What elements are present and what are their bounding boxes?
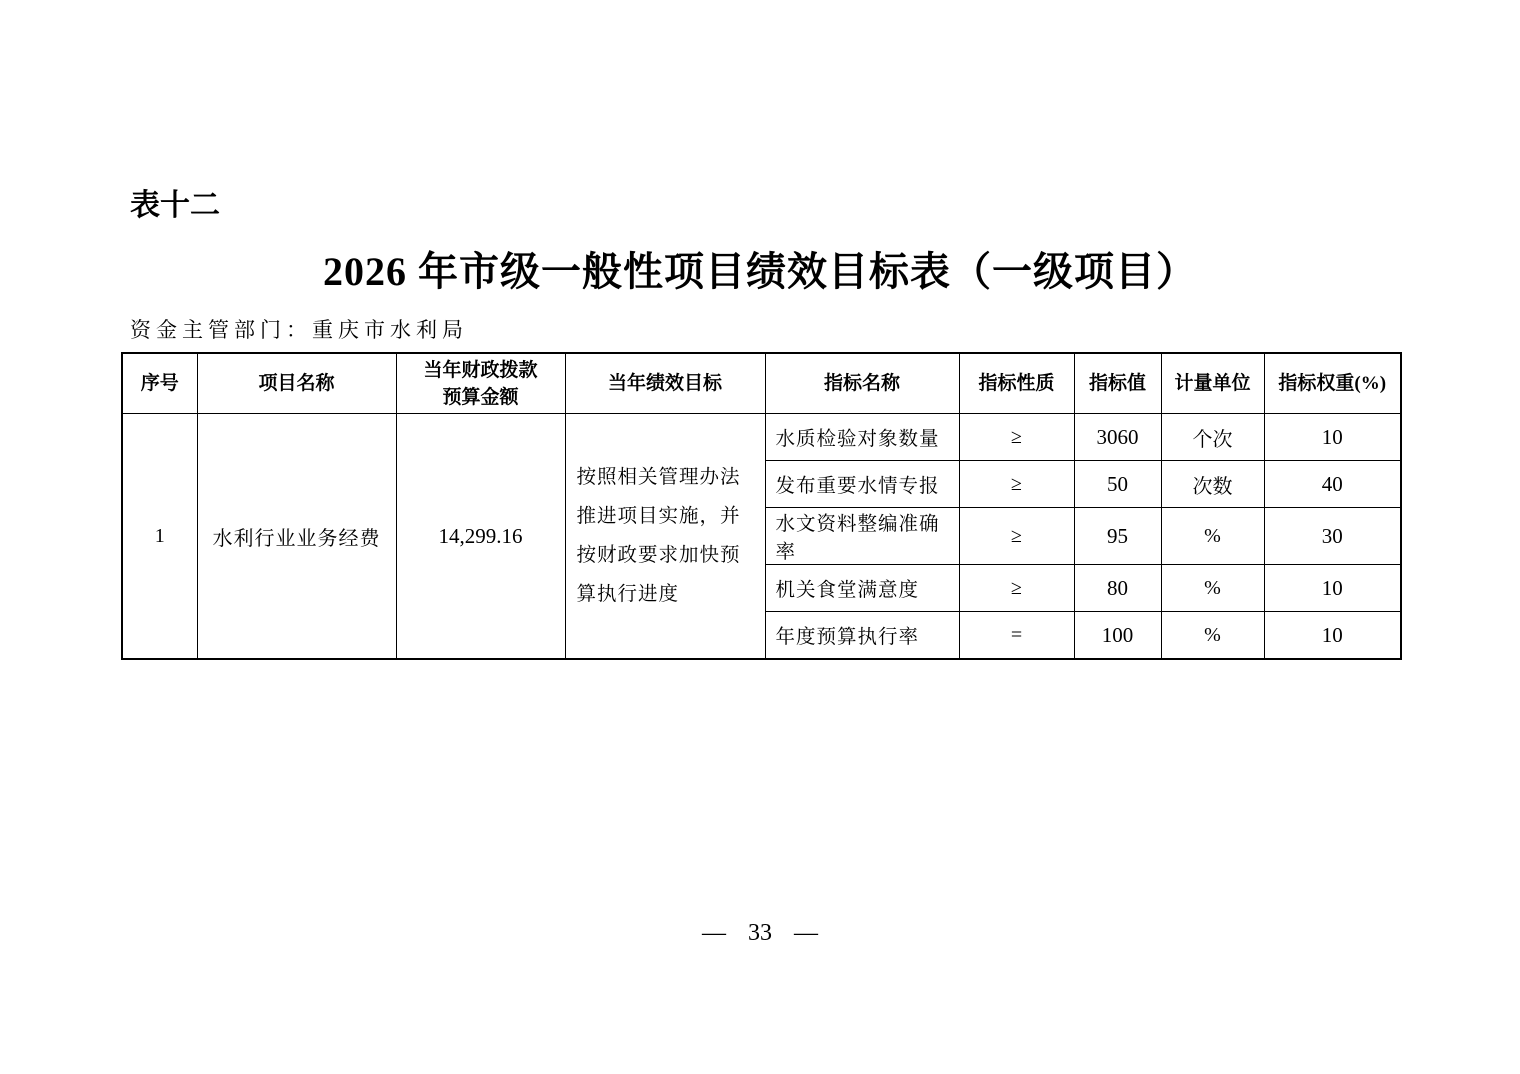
indicator-unit: 个次	[1161, 414, 1264, 461]
col-header-weight: 指标权重(%)	[1264, 353, 1401, 414]
col-header-indicator: 指标名称	[765, 353, 959, 414]
col-header-project: 项目名称	[197, 353, 396, 414]
col-header-nature: 指标性质	[959, 353, 1074, 414]
project-goal: 按照相关管理办法推进项目实施，并按财政要求加快预算执行进度	[565, 414, 765, 660]
indicator-weight: 30	[1264, 508, 1401, 565]
indicator-name: 年度预算执行率	[765, 612, 959, 660]
indicator-weight: 10	[1264, 565, 1401, 612]
indicator-name: 水质检验对象数量	[765, 414, 959, 461]
col-header-unit: 计量单位	[1161, 353, 1264, 414]
col-header-budget: 当年财政拨款 预算金额	[396, 353, 565, 414]
indicator-name: 机关食堂满意度	[765, 565, 959, 612]
indicator-unit: %	[1161, 565, 1264, 612]
project-seq: 1	[122, 414, 197, 660]
performance-target-table	[121, 352, 1402, 660]
indicator-nature: ≥	[959, 508, 1074, 565]
indicator-nature: =	[959, 612, 1074, 660]
indicator-name: 水文资料整编准确率	[765, 508, 959, 565]
indicator-unit: 次数	[1161, 461, 1264, 508]
table-header-row	[122, 353, 1401, 414]
document-title: 2026 年市级一般性项目绩效目标表（一级项目）	[323, 249, 1197, 294]
indicator-weight: 40	[1264, 461, 1401, 508]
indicator-weight: 10	[1264, 414, 1401, 461]
department-line: 资金主管部门：重庆市水利局	[130, 318, 468, 342]
indicator-value: 50	[1074, 461, 1161, 508]
indicator-nature: ≥	[959, 414, 1074, 461]
indicator-weight: 10	[1264, 612, 1401, 660]
indicator-value: 3060	[1074, 414, 1161, 461]
page-number: — 33 —	[702, 920, 818, 946]
col-header-value: 指标值	[1074, 353, 1161, 414]
indicator-nature: ≥	[959, 565, 1074, 612]
table-number-label: 表十二	[130, 188, 220, 223]
indicator-unit: %	[1161, 508, 1264, 565]
indicator-name: 发布重要水情专报	[765, 461, 959, 508]
indicator-nature: ≥	[959, 461, 1074, 508]
col-header-goal: 当年绩效目标	[565, 353, 765, 414]
project-budget: 14,299.16	[396, 414, 565, 660]
indicator-value: 95	[1074, 508, 1161, 565]
col-header-seq: 序号	[122, 353, 197, 414]
indicator-value: 80	[1074, 565, 1161, 612]
indicator-value: 100	[1074, 612, 1161, 660]
indicator-unit: %	[1161, 612, 1264, 660]
indicator-row	[122, 414, 1401, 461]
project-name: 水利行业业务经费	[197, 414, 396, 660]
